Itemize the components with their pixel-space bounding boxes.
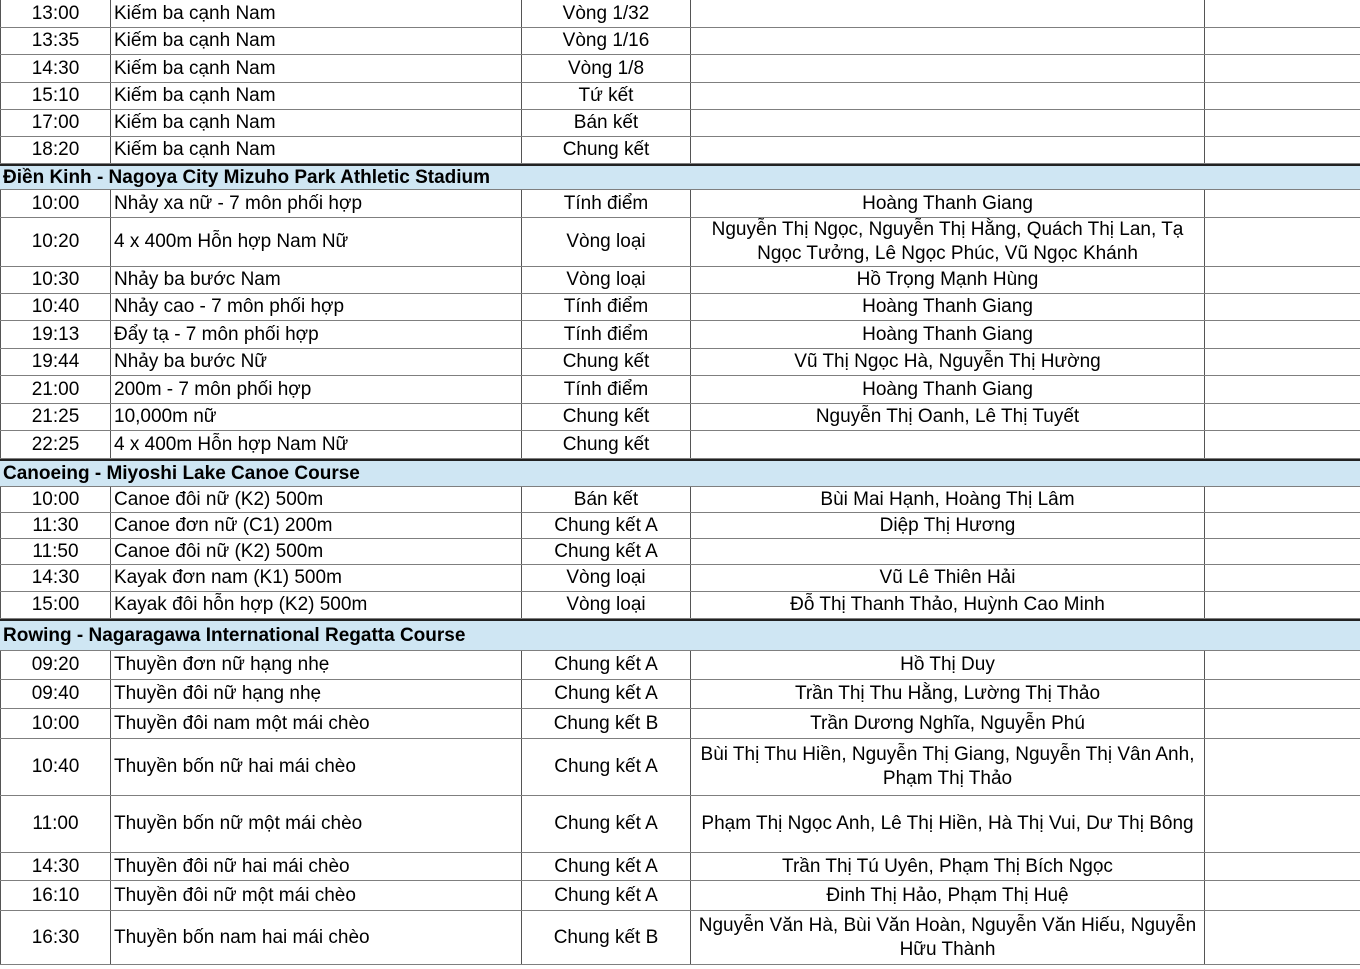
round-cell[interactable]: Tính điểm xyxy=(522,321,691,348)
event-cell[interactable]: Thuyền đôi nữ hai mái chèo xyxy=(111,853,522,880)
section-group xyxy=(0,0,1360,164)
empty-cell[interactable] xyxy=(1205,321,1360,348)
table-row xyxy=(0,28,1360,55)
empty-cell[interactable] xyxy=(1205,376,1360,403)
round-cell[interactable]: Tứ kết xyxy=(522,83,691,109)
time-cell[interactable]: 16:30 xyxy=(0,911,111,964)
round-cell[interactable]: Chung kết A xyxy=(522,853,691,880)
round-cell[interactable]: Chung kết B xyxy=(522,911,691,964)
athletes-cell[interactable]: Trần Dương Nghĩa, Nguyễn Phú xyxy=(691,709,1205,738)
athletes-cell[interactable]: Hồ Trọng Mạnh Hùng xyxy=(691,267,1205,293)
time-cell[interactable]: 14:30 xyxy=(0,55,111,82)
round-cell[interactable]: Vòng loại xyxy=(522,592,691,618)
event-cell[interactable]: Thuyền đôi nữ một mái chèo xyxy=(111,881,522,910)
time-cell[interactable]: 11:00 xyxy=(0,796,111,852)
table-row xyxy=(0,137,1360,164)
round-cell[interactable]: Chung kết A xyxy=(522,739,691,795)
round-cell[interactable]: Tính điểm xyxy=(522,190,691,217)
table-row xyxy=(0,83,1360,110)
empty-cell[interactable] xyxy=(1205,513,1360,538)
athletes-cell[interactable]: Phạm Thị Ngọc Anh, Lê Thị Hiền, Hà Thị Vui, Dư Thị Bông xyxy=(691,796,1205,852)
event-cell[interactable]: Thuyền bốn nữ hai mái chèo xyxy=(111,739,522,795)
event-cell[interactable]: Nhảy ba bước Nam xyxy=(111,267,522,293)
round-cell[interactable]: Chung kết A xyxy=(522,796,691,852)
athletes-cell[interactable]: Nguyễn Thị Ngọc, Nguyễn Thị Hằng, Quách Thị Lan, Tạ Ngọc Tưởng, Lê Ngọc Phúc, Vũ Ngọc Khánh xyxy=(691,218,1205,266)
athletes-cell[interactable]: Trần Thị Tú Uyên, Phạm Thị Bích Ngọc xyxy=(691,853,1205,880)
round-cell[interactable]: Chung kết A xyxy=(522,651,691,679)
event-cell[interactable]: Nhảy ba bước Nữ xyxy=(111,349,522,375)
empty-cell[interactable] xyxy=(1205,110,1360,136)
event-cell[interactable]: Thuyền đơn nữ hạng nhẹ xyxy=(111,651,522,679)
section-header: Rowing - Nagaragawa International Regatta Course xyxy=(0,619,1360,651)
event-cell[interactable]: Kiếm ba cạnh Nam xyxy=(111,83,522,109)
table-row xyxy=(0,321,1360,349)
event-cell[interactable]: Thuyền đôi nữ hạng nhẹ xyxy=(111,680,522,708)
athletes-cell[interactable]: Vũ Thị Ngọc Hà, Nguyễn Thị Hường xyxy=(691,349,1205,375)
table-row xyxy=(0,0,1360,28)
table-row xyxy=(0,294,1360,321)
section-header: Điền Kinh - Nagoya City Mizuho Park Athletic Stadium xyxy=(0,164,1360,190)
athletes-cell[interactable] xyxy=(691,431,1205,458)
time-cell[interactable]: 17:00 xyxy=(0,110,111,136)
empty-cell[interactable] xyxy=(1205,404,1360,430)
table-row xyxy=(0,404,1360,431)
time-cell[interactable]: 21:25 xyxy=(0,404,111,430)
empty-cell[interactable] xyxy=(1205,28,1360,54)
athletes-cell[interactable] xyxy=(691,55,1205,82)
table-row xyxy=(0,680,1360,709)
table-row xyxy=(0,190,1360,218)
time-cell[interactable]: 18:20 xyxy=(0,137,111,163)
table-row xyxy=(0,218,1360,267)
athletes-cell[interactable]: Hoàng Thanh Giang xyxy=(691,321,1205,348)
time-cell[interactable]: 15:10 xyxy=(0,83,111,109)
round-cell[interactable]: Bán kết xyxy=(522,110,691,136)
empty-cell[interactable] xyxy=(1205,137,1360,163)
empty-cell[interactable] xyxy=(1205,739,1360,795)
event-cell[interactable]: Canoe đôi nữ (K2) 500m xyxy=(111,539,522,564)
athletes-cell[interactable]: Bùi Thị Thu Hiền, Nguyễn Thị Giang, Nguyễn Thị Vân Anh, Phạm Thị Thảo xyxy=(691,739,1205,795)
athletes-cell[interactable]: Nguyễn Thị Oanh, Lê Thị Tuyết xyxy=(691,404,1205,430)
time-cell[interactable]: 21:00 xyxy=(0,376,111,403)
round-cell[interactable]: Chung kết xyxy=(522,431,691,458)
section-header: Canoeing - Miyoshi Lake Canoe Course xyxy=(0,459,1360,487)
empty-cell[interactable] xyxy=(1205,911,1360,964)
event-cell[interactable]: 4 x 400m Hỗn hợp Nam Nữ xyxy=(111,218,522,266)
time-cell[interactable]: 10:40 xyxy=(0,294,111,320)
empty-cell[interactable] xyxy=(1205,796,1360,852)
round-cell[interactable]: Chung kết xyxy=(522,137,691,163)
event-cell[interactable]: Kiếm ba cạnh Nam xyxy=(111,110,522,136)
event-cell[interactable]: Thuyền đôi nam một mái chèo xyxy=(111,709,522,738)
athletes-cell[interactable] xyxy=(691,539,1205,564)
empty-cell[interactable] xyxy=(1205,487,1360,512)
event-cell[interactable]: Kayak đôi hỗn hợp (K2) 500m xyxy=(111,592,522,618)
event-cell[interactable]: Nhảy cao - 7 môn phối hợp xyxy=(111,294,522,320)
table-row xyxy=(0,565,1360,592)
time-cell[interactable]: 19:13 xyxy=(0,321,111,348)
athletes-cell[interactable] xyxy=(691,28,1205,54)
table-row xyxy=(0,267,1360,294)
empty-cell[interactable] xyxy=(1205,680,1360,708)
time-cell[interactable]: 10:30 xyxy=(0,267,111,293)
section-group xyxy=(0,619,1360,965)
time-cell[interactable]: 10:20 xyxy=(0,218,111,266)
empty-cell[interactable] xyxy=(1205,55,1360,82)
round-cell[interactable]: Tính điểm xyxy=(522,376,691,403)
empty-cell[interactable] xyxy=(1205,592,1360,618)
table-row xyxy=(0,349,1360,376)
time-cell[interactable]: 11:50 xyxy=(0,539,111,564)
empty-cell[interactable] xyxy=(1205,349,1360,375)
athletes-cell[interactable]: Bùi Mai Hạnh, Hoàng Thị Lâm xyxy=(691,487,1205,512)
time-cell[interactable]: 10:00 xyxy=(0,487,111,512)
athletes-cell[interactable]: Trần Thị Thu Hằng, Lường Thị Thảo xyxy=(691,680,1205,708)
table-row xyxy=(0,796,1360,853)
time-cell[interactable]: 16:10 xyxy=(0,881,111,910)
athletes-cell[interactable]: Hồ Thị Duy xyxy=(691,651,1205,679)
empty-cell[interactable] xyxy=(1205,853,1360,880)
event-cell[interactable]: Canoe đôi nữ (K2) 500m xyxy=(111,487,522,512)
round-cell[interactable]: Chung kết A xyxy=(522,680,691,708)
event-cell[interactable]: Kiếm ba cạnh Nam xyxy=(111,0,522,27)
event-cell[interactable]: Thuyền bốn nam hai mái chèo xyxy=(111,911,522,964)
table-row xyxy=(0,376,1360,404)
empty-cell[interactable] xyxy=(1205,709,1360,738)
time-cell[interactable]: 11:30 xyxy=(0,513,111,538)
event-cell[interactable]: 4 x 400m Hỗn hợp Nam Nữ xyxy=(111,431,522,458)
round-cell[interactable]: Chung kết xyxy=(522,404,691,430)
event-cell[interactable]: Kiếm ba cạnh Nam xyxy=(111,28,522,54)
table-row xyxy=(0,651,1360,680)
athletes-cell[interactable]: Đinh Thị Hảo, Phạm Thị Huệ xyxy=(691,881,1205,910)
table-row xyxy=(0,431,1360,459)
event-cell[interactable]: Đẩy tạ - 7 môn phối hợp xyxy=(111,321,522,348)
athletes-cell[interactable]: Nguyễn Văn Hà, Bùi Văn Hoàn, Nguyễn Văn Hiếu, Nguyễn Hữu Thành xyxy=(691,911,1205,964)
table-row xyxy=(0,539,1360,565)
event-cell[interactable]: Thuyền bốn nữ một mái chèo xyxy=(111,796,522,852)
empty-cell[interactable] xyxy=(1205,565,1360,591)
section-group xyxy=(0,459,1360,619)
time-cell[interactable]: 10:00 xyxy=(0,709,111,738)
empty-cell[interactable] xyxy=(1205,267,1360,293)
athletes-cell[interactable] xyxy=(691,83,1205,109)
event-cell[interactable]: Kiếm ba cạnh Nam xyxy=(111,55,522,82)
table-row xyxy=(0,881,1360,911)
round-cell[interactable]: Bán kết xyxy=(522,487,691,512)
table-row xyxy=(0,513,1360,539)
athletes-cell[interactable]: Đỗ Thị Thanh Thảo, Huỳnh Cao Minh xyxy=(691,592,1205,618)
time-cell[interactable]: 14:30 xyxy=(0,565,111,591)
athletes-cell[interactable]: Diệp Thị Hương xyxy=(691,513,1205,538)
athletes-cell[interactable]: Hoàng Thanh Giang xyxy=(691,376,1205,403)
round-cell[interactable]: Vòng loại xyxy=(522,565,691,591)
time-cell[interactable]: 13:00 xyxy=(0,0,111,27)
time-cell[interactable]: 15:00 xyxy=(0,592,111,618)
empty-cell[interactable] xyxy=(1205,651,1360,679)
athletes-cell[interactable] xyxy=(691,137,1205,163)
event-cell[interactable]: Kayak đơn nam (K1) 500m xyxy=(111,565,522,591)
table-row xyxy=(0,110,1360,137)
round-cell[interactable]: Chung kết A xyxy=(522,881,691,910)
table-row xyxy=(0,853,1360,881)
event-cell[interactable]: 200m - 7 môn phối hợp xyxy=(111,376,522,403)
athletes-cell[interactable] xyxy=(691,0,1205,27)
table-row xyxy=(0,592,1360,619)
event-cell[interactable]: 10,000m nữ xyxy=(111,404,522,430)
empty-cell[interactable] xyxy=(1205,0,1360,27)
round-cell[interactable]: Tính điểm xyxy=(522,294,691,320)
empty-cell[interactable] xyxy=(1205,294,1360,320)
round-cell[interactable]: Vòng 1/16 xyxy=(522,28,691,54)
time-cell[interactable]: 10:00 xyxy=(0,190,111,217)
empty-cell[interactable] xyxy=(1205,431,1360,458)
athletes-cell[interactable] xyxy=(691,110,1205,136)
section-group xyxy=(0,164,1360,459)
round-cell[interactable]: Chung kết B xyxy=(522,709,691,738)
round-cell[interactable]: Vòng loại xyxy=(522,267,691,293)
table-row xyxy=(0,911,1360,965)
time-cell[interactable]: 22:25 xyxy=(0,431,111,458)
empty-cell[interactable] xyxy=(1205,881,1360,910)
time-cell[interactable]: 09:40 xyxy=(0,680,111,708)
time-cell[interactable]: 19:44 xyxy=(0,349,111,375)
athletes-cell[interactable]: Hoàng Thanh Giang xyxy=(691,190,1205,217)
round-cell[interactable]: Vòng 1/8 xyxy=(522,55,691,82)
empty-cell[interactable] xyxy=(1205,190,1360,217)
athletes-cell[interactable]: Hoàng Thanh Giang xyxy=(691,294,1205,320)
table-row xyxy=(0,739,1360,796)
empty-cell[interactable] xyxy=(1205,539,1360,564)
time-cell[interactable]: 13:35 xyxy=(0,28,111,54)
time-cell[interactable]: 09:20 xyxy=(0,651,111,679)
event-cell[interactable]: Nhảy xa nữ - 7 môn phối hợp xyxy=(111,190,522,217)
round-cell[interactable]: Chung kết A xyxy=(522,539,691,564)
table-row xyxy=(0,487,1360,513)
round-cell[interactable]: Chung kết xyxy=(522,349,691,375)
empty-cell[interactable] xyxy=(1205,218,1360,266)
empty-cell[interactable] xyxy=(1205,83,1360,109)
athletes-cell[interactable]: Vũ Lê Thiên Hải xyxy=(691,565,1205,591)
table-row xyxy=(0,709,1360,739)
time-cell[interactable]: 14:30 xyxy=(0,853,111,880)
table-row xyxy=(0,55,1360,83)
time-cell[interactable]: 10:40 xyxy=(0,739,111,795)
event-cell[interactable]: Canoe đơn nữ (C1) 200m xyxy=(111,513,522,538)
round-cell[interactable]: Chung kết A xyxy=(522,513,691,538)
round-cell[interactable]: Vòng loại xyxy=(522,218,691,266)
event-cell[interactable]: Kiếm ba cạnh Nam xyxy=(111,137,522,163)
round-cell[interactable]: Vòng 1/32 xyxy=(522,0,691,27)
